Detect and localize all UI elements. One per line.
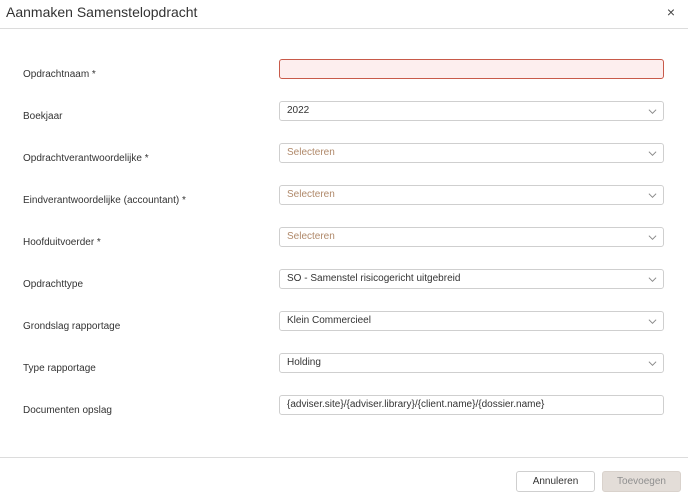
form-row-opdrachtverantwoordelijke [0,147,688,171]
opdrachttype-select[interactable] [279,269,664,289]
opdrachtverantwoordelijke-label: Opdrachtverantwoordelijke * [23,153,149,164]
form-row-opdrachtnaam [0,67,688,87]
chevron-down-icon [648,359,657,368]
close-icon[interactable]: × [666,4,675,20]
chevron-down-icon [648,107,657,116]
form-row-type-rapportage [0,357,688,381]
hoofduitvoerder-select[interactable] [279,227,664,247]
chevron-down-icon [648,233,657,242]
documenten-opslag-input[interactable] [279,395,664,415]
grondslag-label: Grondslag rapportage [23,321,121,332]
grondslag-value: Klein Commercieel [287,315,371,326]
form-row-eindverantwoordelijke [0,189,688,213]
grondslag-select[interactable] [279,311,664,331]
eindverantwoordelijke-label: Eindverantwoordelijke (accountant) * [23,195,186,206]
eindverantwoordelijke-value: Selecteren [287,189,335,200]
hoofduitvoerder-label: Hoofduitvoerder * [23,237,101,248]
chevron-down-icon [648,317,657,326]
opdrachtverantwoordelijke-value: Selecteren [287,147,335,158]
documenten-opslag-value: {adviser.site}/{adviser.library}/{client.name}/{dossier.name} [287,399,545,410]
chevron-down-icon [648,275,657,284]
form-row-boekjaar [0,105,688,129]
eindverantwoordelijke-select[interactable] [279,185,664,205]
footer-divider [0,457,688,458]
add-button[interactable]: Toevoegen [602,471,681,492]
boekjaar-label: Boekjaar [23,111,63,122]
opdrachtverantwoordelijke-select[interactable] [279,143,664,163]
opdrachtnaam-label: Opdrachtnaam * [23,69,96,80]
type-rapportage-value: Holding [287,357,321,368]
form-row-grondslag [0,315,688,339]
boekjaar-select[interactable] [279,101,664,121]
type-rapportage-label: Type rapportage [23,363,96,374]
hoofduitvoerder-value: Selecteren [287,231,335,242]
dialog-title: Aanmaken Samenstelopdracht [6,4,198,20]
opdrachtnaam-input[interactable] [279,59,664,79]
dialog-header [0,0,688,29]
opdrachttype-value: SO - Samenstel risicogericht uitgebreid [287,273,461,284]
boekjaar-value: 2022 [287,105,310,116]
form-row-opdrachttype [0,273,688,297]
chevron-down-icon [648,149,657,158]
chevron-down-icon [648,191,657,200]
documenten-opslag-label: Documenten opslag [23,405,112,416]
type-rapportage-select[interactable] [279,353,664,373]
cancel-button[interactable]: Annuleren [516,471,595,492]
form-row-documenten-opslag [0,399,688,423]
form-row-hoofduitvoerder [0,231,688,255]
opdrachttype-label: Opdrachttype [23,279,84,290]
